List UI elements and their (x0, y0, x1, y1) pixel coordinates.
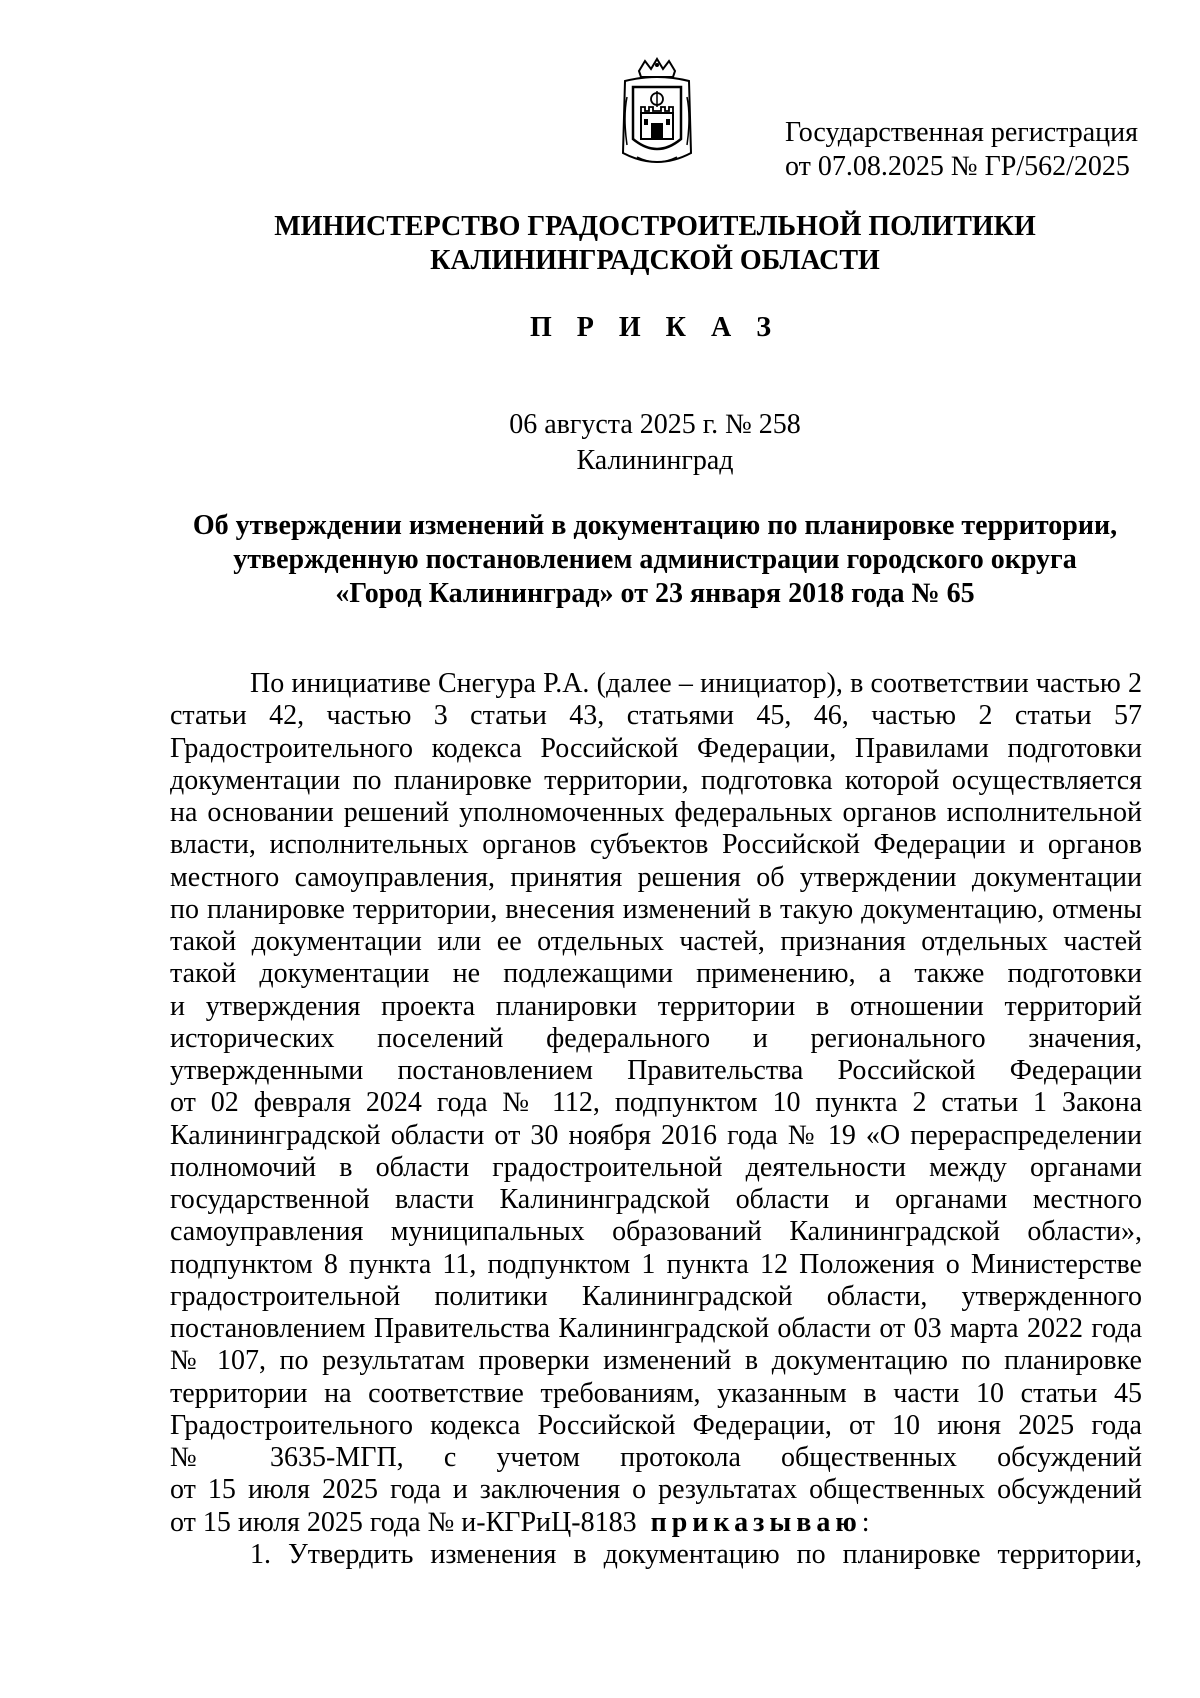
order-colon: : (861, 1506, 870, 1538)
order-subject-heading (170, 509, 1140, 611)
body-line: Градостроительного кодекса Российской Федерации, от 10 июня 2025 года (170, 1409, 1142, 1441)
body-line: местного самоуправления, принятия решения об утверждении документации (170, 861, 1142, 893)
order-city: Калининград (576, 445, 734, 476)
body-line: № 107, по результатам проверки изменений в документацию по планировке (170, 1345, 1142, 1377)
subject-line2: утвержденную постановлением администрации городского округа (233, 544, 1077, 575)
body-line: такой документации или ее отдельных частей, признания отдельных частей (170, 926, 1142, 957)
body-line: от 15 июля 2025 года и заключения о результатах общественных обсуждений (170, 1474, 1142, 1506)
body-line: и утверждения проекта планировки территории в отношении территорий (170, 990, 1142, 1022)
order-item-1: 1. Утвердить изменения в документацию по планировке территории, (250, 1538, 1142, 1570)
order-date-number: 06 августа 2025 г. № 258 (509, 409, 801, 440)
body-line: самоуправления муниципальных образований Калининградской области», (170, 1216, 1142, 1248)
date-and-place (170, 407, 1140, 479)
body-line: от 02 февраля 2024 года № 112, подпунктом 10 пункта 2 статьи 1 Закона (170, 1087, 1142, 1119)
body-line: постановлением Правительства Калининградской области от 03 марта 2022 года (170, 1313, 1142, 1344)
registration-stamp (785, 116, 1155, 184)
body-line: территории на соответствие требованиям, указанным в части 10 статьи 45 (170, 1377, 1142, 1409)
body-line: документации по планировке территории, подготовка которой осуществляется (170, 764, 1142, 796)
body-line: По инициативе Снегура Р.А. (далее – инициатор), в соответствии частью 2 (250, 668, 1142, 699)
body-line: на основании решений уполномоченных федеральных органов исполнительной (170, 797, 1142, 828)
body-line: утвержденными постановлением Правительства Российской Федерации (170, 1055, 1142, 1086)
body-line: власти, исполнительных органов субъектов Российской Федерации и органов (170, 829, 1142, 861)
order-body (170, 668, 1142, 1571)
body-line: № 3635-МГП, с учетом протокола общественных обсуждений (170, 1442, 1142, 1473)
body-line: такой документации не подлежащими применению, а также подготовки (170, 958, 1142, 990)
body-line: государственной власти Калининградской области и органами местного (170, 1184, 1142, 1215)
ministry-name-line1: МИНИСТЕРСТВО ГРАДОСТРОИТЕЛЬНОЙ ПОЛИТИКИ (274, 211, 1036, 242)
body-line: полномочий в области градостроительной деятельности между органами (170, 1151, 1142, 1183)
ministry-name-line2: КАЛИНИНГРАДСКОЙ ОБЛАСТИ (430, 245, 880, 276)
body-line: Градостроительного кодекса Российской Федерации, Правилами подготовки (170, 732, 1142, 764)
body-line: подпунктом 8 пункта 11, подпунктом 1 пункта 12 Положения о Министерстве (170, 1248, 1142, 1280)
order-clause-text: от 15 июля 2025 года № и-КГРиЦ-8183 (170, 1506, 637, 1538)
registration-label: Государственная регистрация (785, 117, 1138, 148)
registration-number: от 07.08.2025 № ГР/562/2025 (785, 151, 1130, 182)
subject-line3: «Город Калининград» от 23 января 2018 года № 65 (335, 578, 975, 609)
body-line: Калининградской области от 30 ноября 2016 года № 19 «О перераспределении (170, 1119, 1142, 1151)
body-line: статьи 42, частью 3 статьи 43, статьями 45, 46, частью 2 статьи 57 (170, 700, 1142, 732)
body-line-order-clause (170, 1507, 1142, 1539)
document-type-title: П Р И К А З (530, 312, 780, 343)
subject-line1: Об утверждении изменений в документацию по планировке территории, (192, 510, 1118, 541)
coat-of-arms-emblem (617, 57, 697, 175)
ministry-name (170, 210, 1140, 278)
body-line: по планировке территории, внесения изменений в такую документацию, отмены (170, 893, 1142, 925)
order-verb: приказываю (650, 1506, 862, 1538)
body-line: градостроительной политики Калининградской области, утвержденного (170, 1280, 1142, 1312)
body-line: исторических поселений федерального и регионального значения, (170, 1022, 1142, 1054)
